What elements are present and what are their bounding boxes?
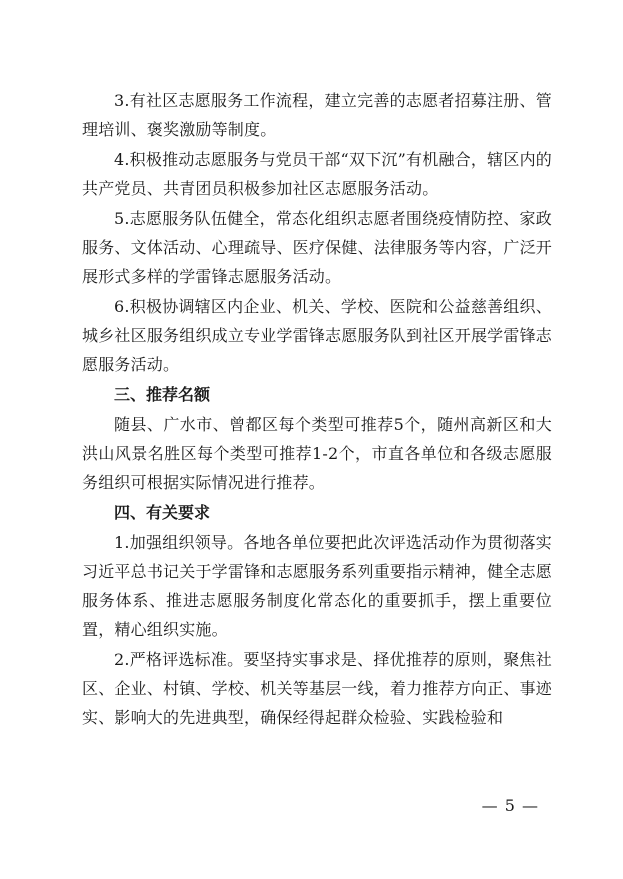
paragraph-item-3: 3.有社区志愿服务工作流程，建立完善的志愿者招募注册、管理培训、褒奖激励等制度。 [82, 91, 552, 139]
paragraph-item-5: 5.志愿服务队伍健全，常态化组织志愿者围绕疫情防控、家政服务、文体活动、心理疏导、医疗保健、法律服务等内容，广泛开展形式多样的学雷锋志愿服务活动。 [82, 209, 552, 286]
page-number: — 5 — [481, 796, 539, 815]
body-text [82, 86, 552, 733]
paragraph-requirement-1: 1.加强组织领导。各地各单位要把此次评选活动作为贯彻落实习近平总书记关于学雷锋和志愿服务系列重要指示精神，健全志愿服务体系、推进志愿服务制度化常态化的重要抓手，摆上重要位置，精心组织实施。 [82, 533, 552, 639]
section-heading-requirements: 四、有关要求 [114, 503, 211, 522]
paragraph-item-4: 4.积极推动志愿服务与党员干部“双下沉”有机融合，辖区内的共产党员、共青团员积极参加社区志愿服务活动。 [82, 150, 552, 198]
paragraph-quota: 随县、广水市、曾都区每个类型可推荐5个，随州高新区和大洪山风景名胜区每个类型可推荐1-2个，市直各单位和各级志愿服务组织可根据实际情况进行推荐。 [82, 415, 552, 492]
section-heading-quota: 三、推荐名额 [114, 385, 211, 404]
paragraph-requirement-2: 2.严格评选标准。要坚持实事求是、择优推荐的原则，聚焦社区、企业、村镇、学校、机关等基层一线，着力推荐方向正、事迹实、影响大的先进典型，确保经得起群众检验、实践检验和 [82, 650, 552, 727]
paragraph-item-6: 6.积极协调辖区内企业、机关、学校、医院和公益慈善组织、城乡社区服务组织成立专业学雷锋志愿服务队到社区开展学雷锋志愿服务活动。 [82, 297, 552, 374]
